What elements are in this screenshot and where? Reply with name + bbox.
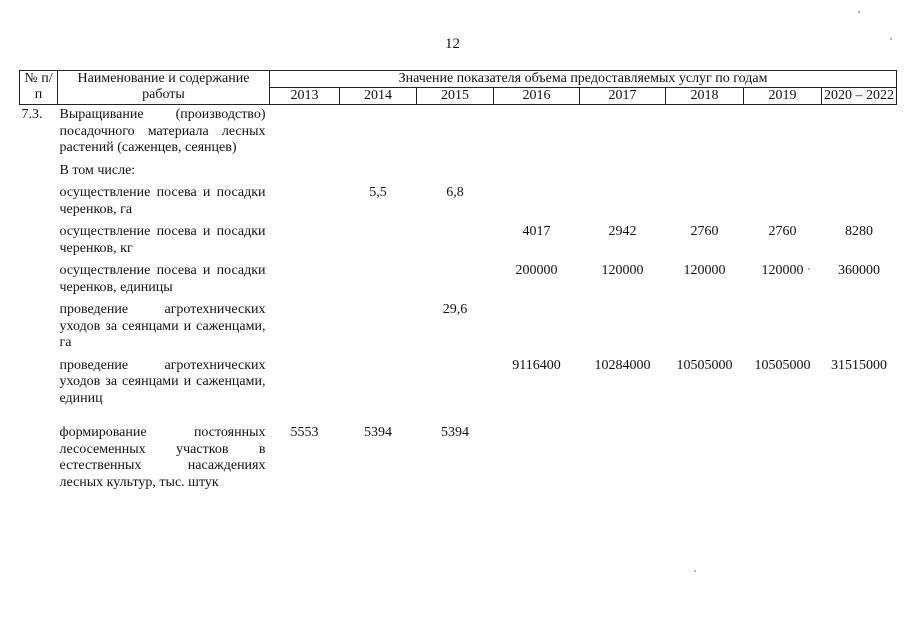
row-value [340,302,417,352]
row-name: проведение агротехнических уходов за сеянцами и саженцами, га [59,302,266,350]
row-name: осуществление посева и посадки черенков, га [59,185,266,217]
row-value [270,224,340,257]
row-value [270,302,340,352]
row-name: осуществление посева и посадки черенков, единицы [59,263,266,295]
row-value: 5394 [364,425,392,440]
row-value [417,358,494,408]
row-value [666,302,744,352]
row-value: 6,8 [446,185,464,200]
row-value: 31515000 [831,357,888,373]
header-value-group: Значение показателя объема предоставляемых услуг по годам [270,71,897,88]
row-value: 9116400 [512,357,561,373]
section-number: 7.3. [21,107,43,122]
row-value [417,224,494,257]
row-value: 2942 [608,224,637,239]
scan-speck [694,570,696,572]
header-year: 2019 [744,88,822,105]
row-value: 5394 [441,425,469,440]
row-value [340,263,417,296]
services-volume-table [19,70,897,491]
row-value: 5553 [290,425,319,440]
row-value [822,302,897,352]
row-value: 10284000 [594,357,651,373]
row-value [270,185,340,218]
row-value: 2760 [768,224,797,239]
table-row [20,358,897,408]
row-value [494,302,580,352]
page-number: 12 [445,36,460,52]
header-name: Наименование и содержание работы [58,71,270,105]
header-num: № п/п [20,71,58,105]
row-value [580,185,666,218]
header-year: 2020 – 2022 [822,88,897,105]
header-year: 2015 [417,88,494,105]
header-year: 2014 [340,88,417,105]
row-value [417,263,494,296]
row-value [270,358,340,408]
row-value: 29,6 [442,302,468,317]
row-value [822,425,897,491]
header-year: 2016 [494,88,580,105]
row-value [666,185,744,218]
row-name: формирование постоянных лесосеменных участков в естественных насаждениях лесных культур, тыс. штук [59,425,266,490]
row-value [744,302,822,352]
scan-speck [858,11,860,13]
row-value [580,425,666,491]
row-value: 8280 [845,224,874,239]
table-row [20,224,897,257]
row-value [270,263,340,296]
row-name: осуществление посева и посадки черенков, кг [59,224,266,256]
row-value: 120000 [601,263,644,278]
row-value [340,224,417,257]
row-value [494,425,580,491]
row-value: 5,5 [369,185,387,200]
row-value [744,425,822,491]
row-value [340,358,417,408]
scan-speck [890,38,892,40]
header-year: 2013 [270,88,340,105]
row-value [744,185,822,218]
table-row [20,425,897,491]
section-title: Выращивание (производство) посадочного материала лесных растений (саженцев, сеянцев) [59,107,266,155]
table-row [20,263,897,296]
row-value [666,425,744,491]
row-value: 120000 [683,263,726,278]
row-value: 360000 [838,263,881,278]
header-year: 2017 [580,88,666,105]
row-value: 4017 [522,224,551,239]
row-value [580,302,666,352]
row-name: проведение агротехнических уходов за сеянцами и саженцами, единиц [59,357,266,406]
row-value: 10505000 [676,357,733,373]
row-value [494,185,580,218]
table-row [20,185,897,218]
row-value: 200000 [515,263,558,278]
header-year: 2018 [666,88,744,105]
section-subheading: В том числе: [59,162,136,178]
row-value: 10505000 [754,357,811,373]
row-value: 2760 [690,224,719,239]
row-value: 120000 [761,263,804,278]
row-value [822,185,897,218]
table-row [20,302,897,352]
scan-speck [808,268,810,270]
